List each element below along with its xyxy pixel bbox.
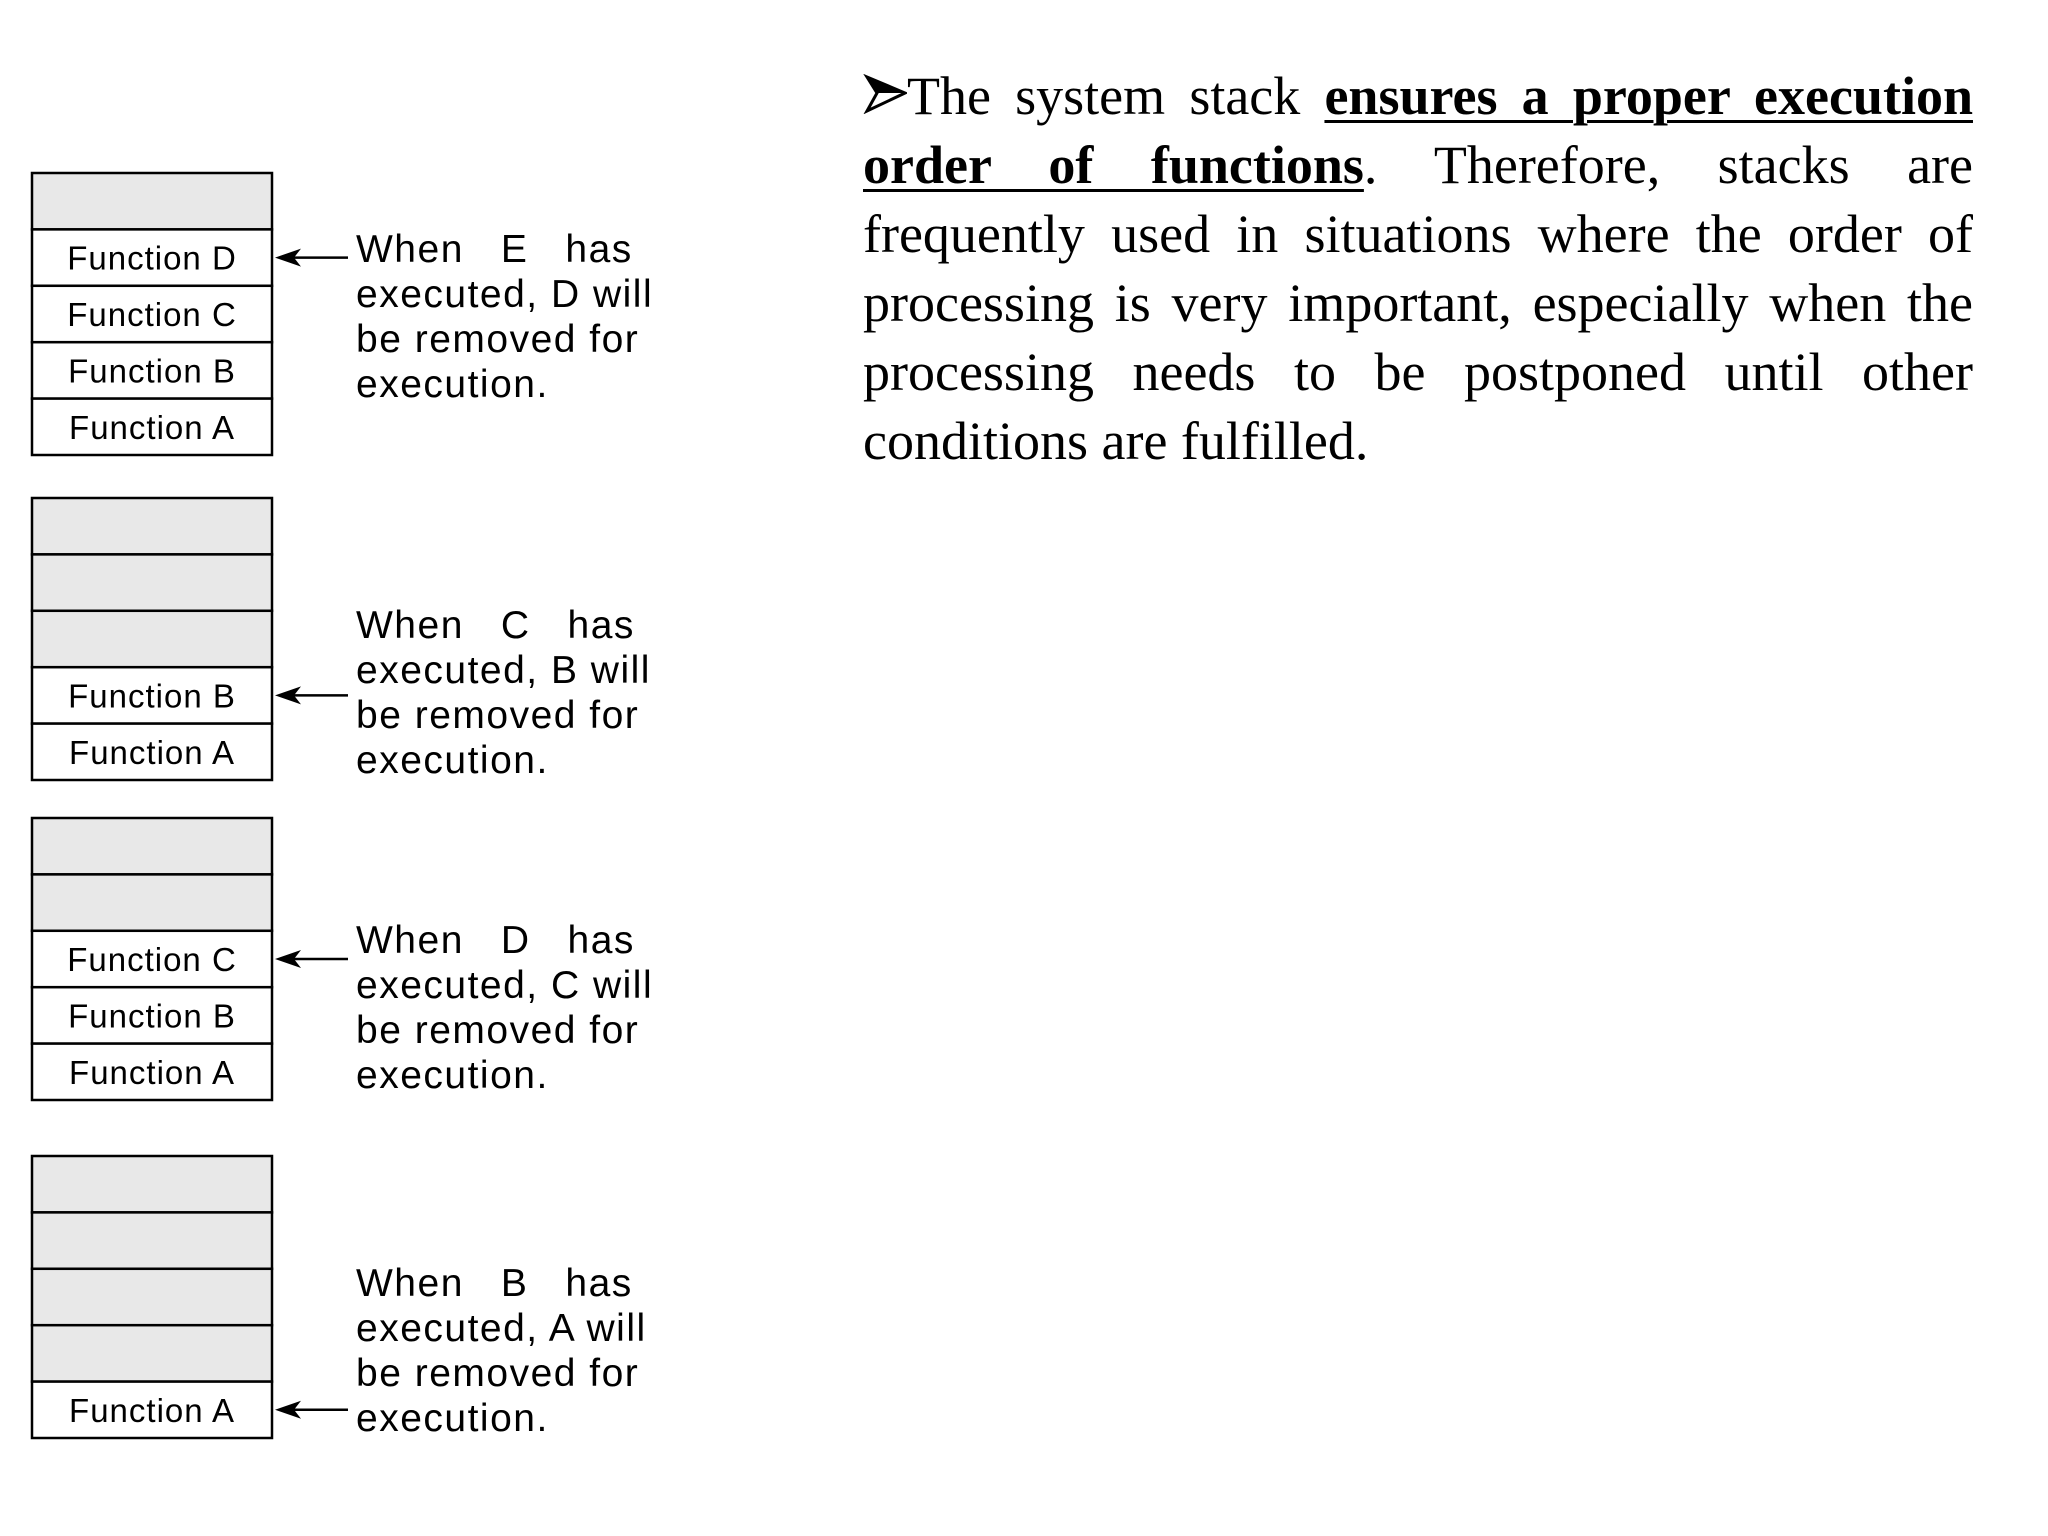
- caption-line: execution.: [356, 1397, 549, 1440]
- caption-line: executed, C will: [356, 964, 654, 1007]
- empty-frame: [32, 173, 272, 229]
- empty-frame: [32, 1156, 272, 1212]
- stack-cell: [32, 229, 272, 285]
- caption-line: execution.: [356, 739, 549, 782]
- pointer-arrow-icon: [275, 249, 348, 267]
- paragraph-emphasis: ensures a proper execution order of functions: [863, 66, 1973, 195]
- empty-frame: [32, 1325, 272, 1381]
- stack-cell: [32, 399, 272, 455]
- stack-cell: [32, 931, 272, 987]
- function-label: Function B: [68, 352, 236, 390]
- stack-cell: [32, 1269, 272, 1325]
- function-label: Function A: [69, 1391, 235, 1429]
- stack-1: [32, 173, 653, 455]
- stack-caption: [356, 228, 653, 406]
- caption-line: When E has: [356, 228, 633, 271]
- empty-frame: [32, 554, 272, 610]
- function-label: Function C: [67, 296, 237, 333]
- function-label: Function B: [68, 997, 236, 1035]
- stack-cell: [32, 874, 272, 930]
- stack-cell: [32, 1044, 272, 1100]
- stack-cell: [32, 173, 272, 229]
- stack-3: [32, 818, 653, 1100]
- stack-cell: [32, 554, 272, 610]
- function-label: Function A: [69, 1053, 235, 1091]
- caption-line: be removed for: [356, 318, 640, 361]
- stack-cell: [32, 1382, 272, 1438]
- empty-frame: [32, 1212, 272, 1268]
- arrowhead-bullet-icon: [863, 74, 907, 114]
- stack-cell: [32, 724, 272, 780]
- empty-frame: [32, 874, 272, 930]
- empty-frame: [32, 498, 272, 554]
- stack-cell: [32, 818, 272, 874]
- stack-cell: [32, 286, 272, 342]
- caption-line: executed, B will: [356, 649, 651, 692]
- paragraph-intro: The system stack: [907, 66, 1325, 126]
- caption-line: When C has: [356, 604, 635, 647]
- stack-cell: [32, 1156, 272, 1212]
- stack-cell: [32, 611, 272, 667]
- explanation-paragraph: [863, 62, 1973, 476]
- stack-4: [32, 1156, 647, 1440]
- stack-2: [32, 498, 651, 782]
- pointer-arrow-icon: [275, 1401, 348, 1419]
- stack-caption: [356, 919, 653, 1097]
- empty-frame: [32, 611, 272, 667]
- function-label: Function D: [67, 239, 237, 277]
- caption-line: be removed for: [356, 1009, 640, 1052]
- caption-line: be removed for: [356, 1352, 640, 1395]
- function-label: Function A: [69, 408, 235, 446]
- stack-caption: [356, 1262, 647, 1440]
- function-label: Function B: [68, 677, 236, 715]
- caption-line: When B has: [356, 1262, 633, 1305]
- caption-line: execution.: [356, 363, 549, 406]
- function-label: Function C: [67, 941, 237, 978]
- stack-cell: [32, 1325, 272, 1381]
- function-label: Function A: [69, 733, 235, 771]
- stack-cell: [32, 498, 272, 554]
- stack-cell: [32, 987, 272, 1043]
- stack-cell: [32, 667, 272, 723]
- paragraph-rest: . Therefore, stacks are frequently used in situations where the order of processing is very important, especially when the processing needs to be postponed until other conditions are fulfilled.: [863, 135, 1973, 471]
- empty-frame: [32, 1269, 272, 1325]
- caption-line: execution.: [356, 1054, 549, 1097]
- stack-caption: [356, 604, 651, 782]
- caption-line: executed, A will: [356, 1307, 647, 1350]
- stack-cell: [32, 342, 272, 398]
- caption-line: When D has: [356, 919, 635, 962]
- stack-cell: [32, 1212, 272, 1268]
- empty-frame: [32, 818, 272, 874]
- caption-line: executed, D will: [356, 273, 654, 316]
- pointer-arrow-icon: [275, 686, 348, 704]
- caption-line: be removed for: [356, 694, 640, 737]
- pointer-arrow-icon: [275, 950, 348, 968]
- stack-diagram: [0, 0, 760, 1536]
